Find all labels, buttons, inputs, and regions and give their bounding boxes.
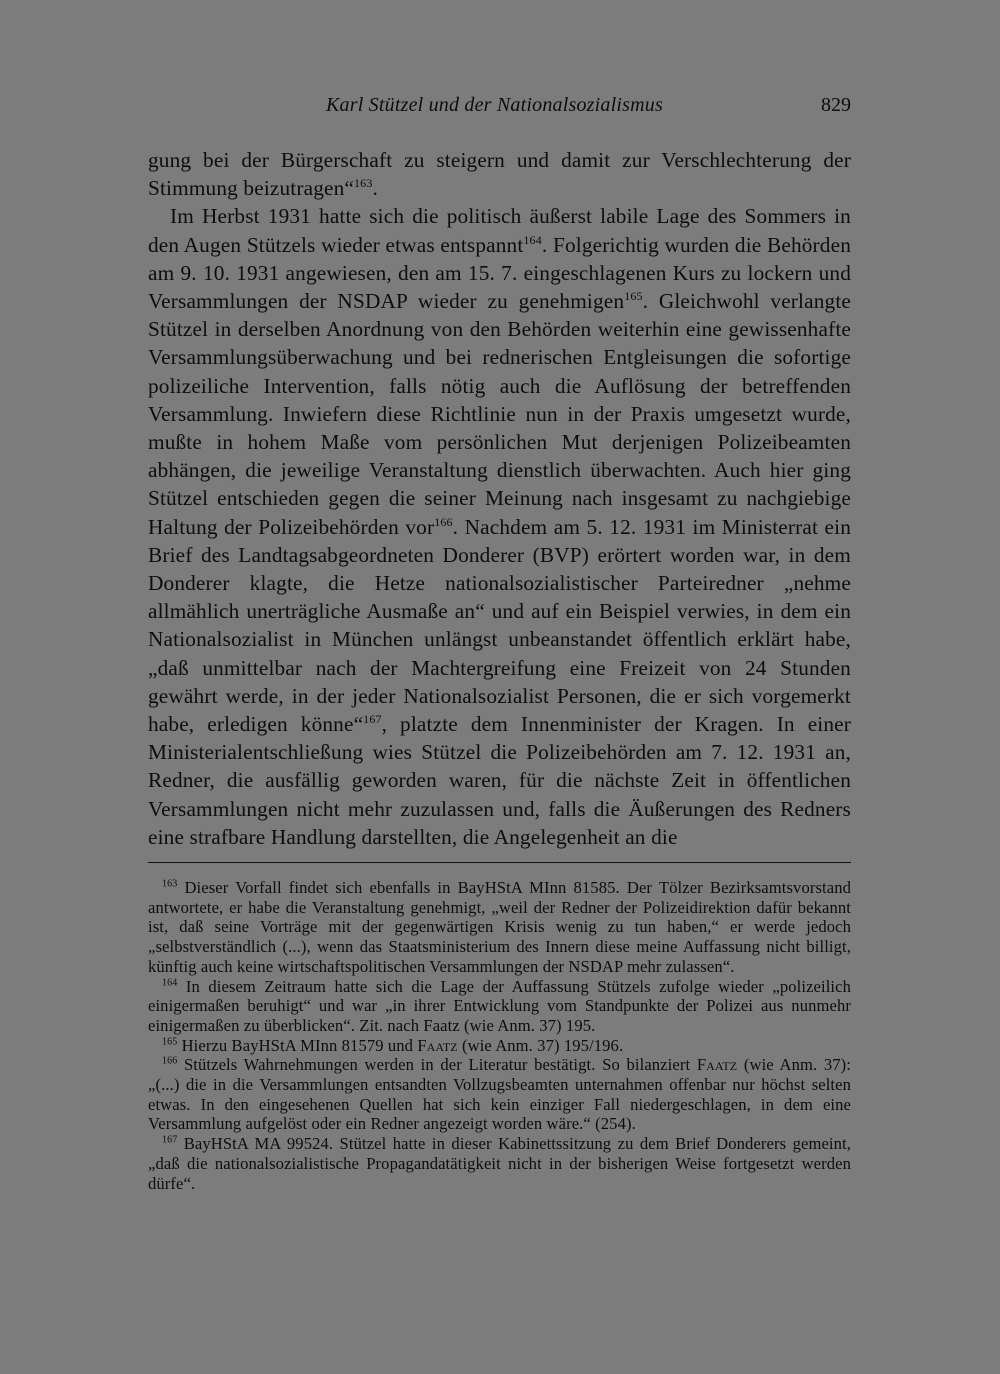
footnote-text: Dieser Vorfall findet sich ebenfalls in BayHStA MInn 81585. Der Tölzer Bezirksamtsvorstand antwortete, er habe die Veranstaltung genehmigt, „weil der Redner der Polizeidirektion dafür bekannt ist, daß seine Vorträge mit der gegenwärtigen Krisis wenig zu tun haben,“ er werde jedoch „selbstverständlich (...), wenn das Staatsministerium des Innern diese meine Auffassung nicht billigt, künftig auch keine wirtschaftspolitischen Versammlungen der NSDAP mehr zulassen“. bbox=[148, 878, 851, 976]
footnote-author: Faatz bbox=[417, 1035, 458, 1055]
footnote-text: (wie Anm. 37) 195/196. bbox=[457, 1035, 624, 1055]
footnote-167 bbox=[148, 1134, 851, 1193]
footnote-divider bbox=[148, 862, 851, 863]
paragraph bbox=[148, 202, 851, 851]
paragraph-text: Im Herbst 1931 hatte sich die politisch äußerst labile Lage des Sommers in den Augen Stützels wieder etwas entspannt bbox=[148, 204, 851, 257]
footnote-163 bbox=[148, 878, 851, 977]
footnote-number: 166 bbox=[162, 1055, 178, 1067]
footnote-number: 165 bbox=[162, 1036, 178, 1048]
footnote-text: BayHStA MA 99524. Stützel hatte in dieser Kabinettssitzung zu dem Brief Donderers gemeint, „daß die nationalsozialistische Propagandatätigkeit nicht in der bisherigen Weise fortgesetzt werden dürfe“. bbox=[148, 1134, 851, 1193]
footnote-ref: 164 bbox=[523, 232, 542, 247]
paragraph-text: . Folgerichtig wurden die Behörden am 9. 10. 1931 angewiesen, den am 15. 7. eingeschlagenen Kurs zu lockern und Versammlungen der NSDAP wieder zu genehmigen bbox=[148, 232, 851, 314]
paragraph-text: , platzte dem Innenminister der Kragen. In einer Ministerialentschließung wies Stützel die Polizeibehörden am 7. 12. 1931 an, Redner, die ausfällig geworden waren, für die nächste Zeit in öffentlichen Versammlungen nicht mehr zuzulassen und, falls die Äußerungen des Redners eine strafbare Handlung darstellten, die Angelegenheit an die bbox=[148, 712, 852, 849]
footnote-text: (wie Anm. 37): „(...) die in die Versammlungen entsandten Vollzugsbeamten unternahmen offenbar nur höchst selten etwas. In den eingesehenen Quellen hat sich kein einziger Fall niedergeschlagen, in dem eine Versammlung aufgelöst oder ein Redner angezeigt worden wäre.“ (254). bbox=[148, 1055, 851, 1134]
footnote-number: 164 bbox=[162, 976, 178, 988]
footnote-text: In diesem Zeitraum hatte sich die Lage der Auffassung Stützels zufolge wieder „polizeilich einigermaßen beruhigt“ und war „in ihrer Entwicklung vom Standpunkte der Polizei aus nunmehr einigermaßen zu überblicken“. Zit. nach Faatz (wie Anm. 37) 195. bbox=[148, 976, 851, 1035]
paragraph-text: . Nachdem am 5. 12. 1931 im Ministerrat ein Brief des Landtagsabgeordneten Donderer (BVP) erörtert worden war, in dem Donderer klagte, die Hetze nationalsozialistischer Parteiredner „nehme allmählich unerträgliche Ausmaße an“ und auf ein Beispiel verwies, in dem ein Nationalsozialist in München unlängst unbeanstandet öffentlich erklärt habe, „daß unmittelbar nach der Machtergreifung eine Freizeit von 24 Stunden gewährt werde, in der jeder Nationalsozialist Personen, die er sich vorgemerkt habe, erledigen könne“ bbox=[148, 514, 851, 737]
footnote-166 bbox=[148, 1055, 851, 1134]
footnote-164 bbox=[148, 977, 851, 1036]
footnote-ref: 165 bbox=[624, 288, 643, 303]
footnotes bbox=[148, 878, 851, 1193]
paragraph-continued bbox=[148, 146, 851, 202]
footnote-ref: 166 bbox=[434, 514, 453, 529]
footnote-ref: 167 bbox=[363, 711, 382, 726]
page-header bbox=[148, 94, 851, 124]
footnote-number: 167 bbox=[162, 1134, 178, 1146]
main-text bbox=[148, 146, 851, 851]
footnote-author: Faatz bbox=[696, 1055, 738, 1075]
page-number: 829 bbox=[821, 94, 851, 116]
footnote-text: Hierzu BayHStA MInn 81579 und bbox=[181, 1035, 418, 1055]
footnote-text: Stützels Wahrnehmungen werden in der Literatur bestätigt. So bilanziert bbox=[183, 1055, 697, 1075]
running-title: Karl Stützel und der Nationalsozialismus bbox=[326, 94, 663, 116]
footnote-ref: 163 bbox=[354, 176, 373, 191]
paragraph-text: . bbox=[372, 176, 378, 201]
paragraph-text: gung bei der Bürgerschaft zu steigern und damit zur Verschlechterung der Stimmung beizutragen“ bbox=[148, 148, 851, 201]
footnote-number: 163 bbox=[162, 878, 178, 890]
footnote-165 bbox=[148, 1036, 851, 1056]
paragraph-text: . Gleichwohl verlangte Stützel in derselben Anordnung von den Behörden weiterhin eine gewissenhafte Versammlungsüberwachung und bei rednerischen Entgleisungen die sofortige polizeiliche Intervention, falls nötig auch die Auflösung der betreffenden Versammlung. Inwiefern diese Richtlinie nun in der Praxis umgesetzt wurde, mußte in hohem Maße vom persönlichen Mut derjenigen Polizeibeamten abhängen, die jeweilige Veranstaltung dienstlich überwachten. Auch hier ging Stützel entschieden gegen die seiner Meinung nach insgesamt zu nachgiebige Haltung der Polizeibehörden vor bbox=[148, 289, 851, 539]
